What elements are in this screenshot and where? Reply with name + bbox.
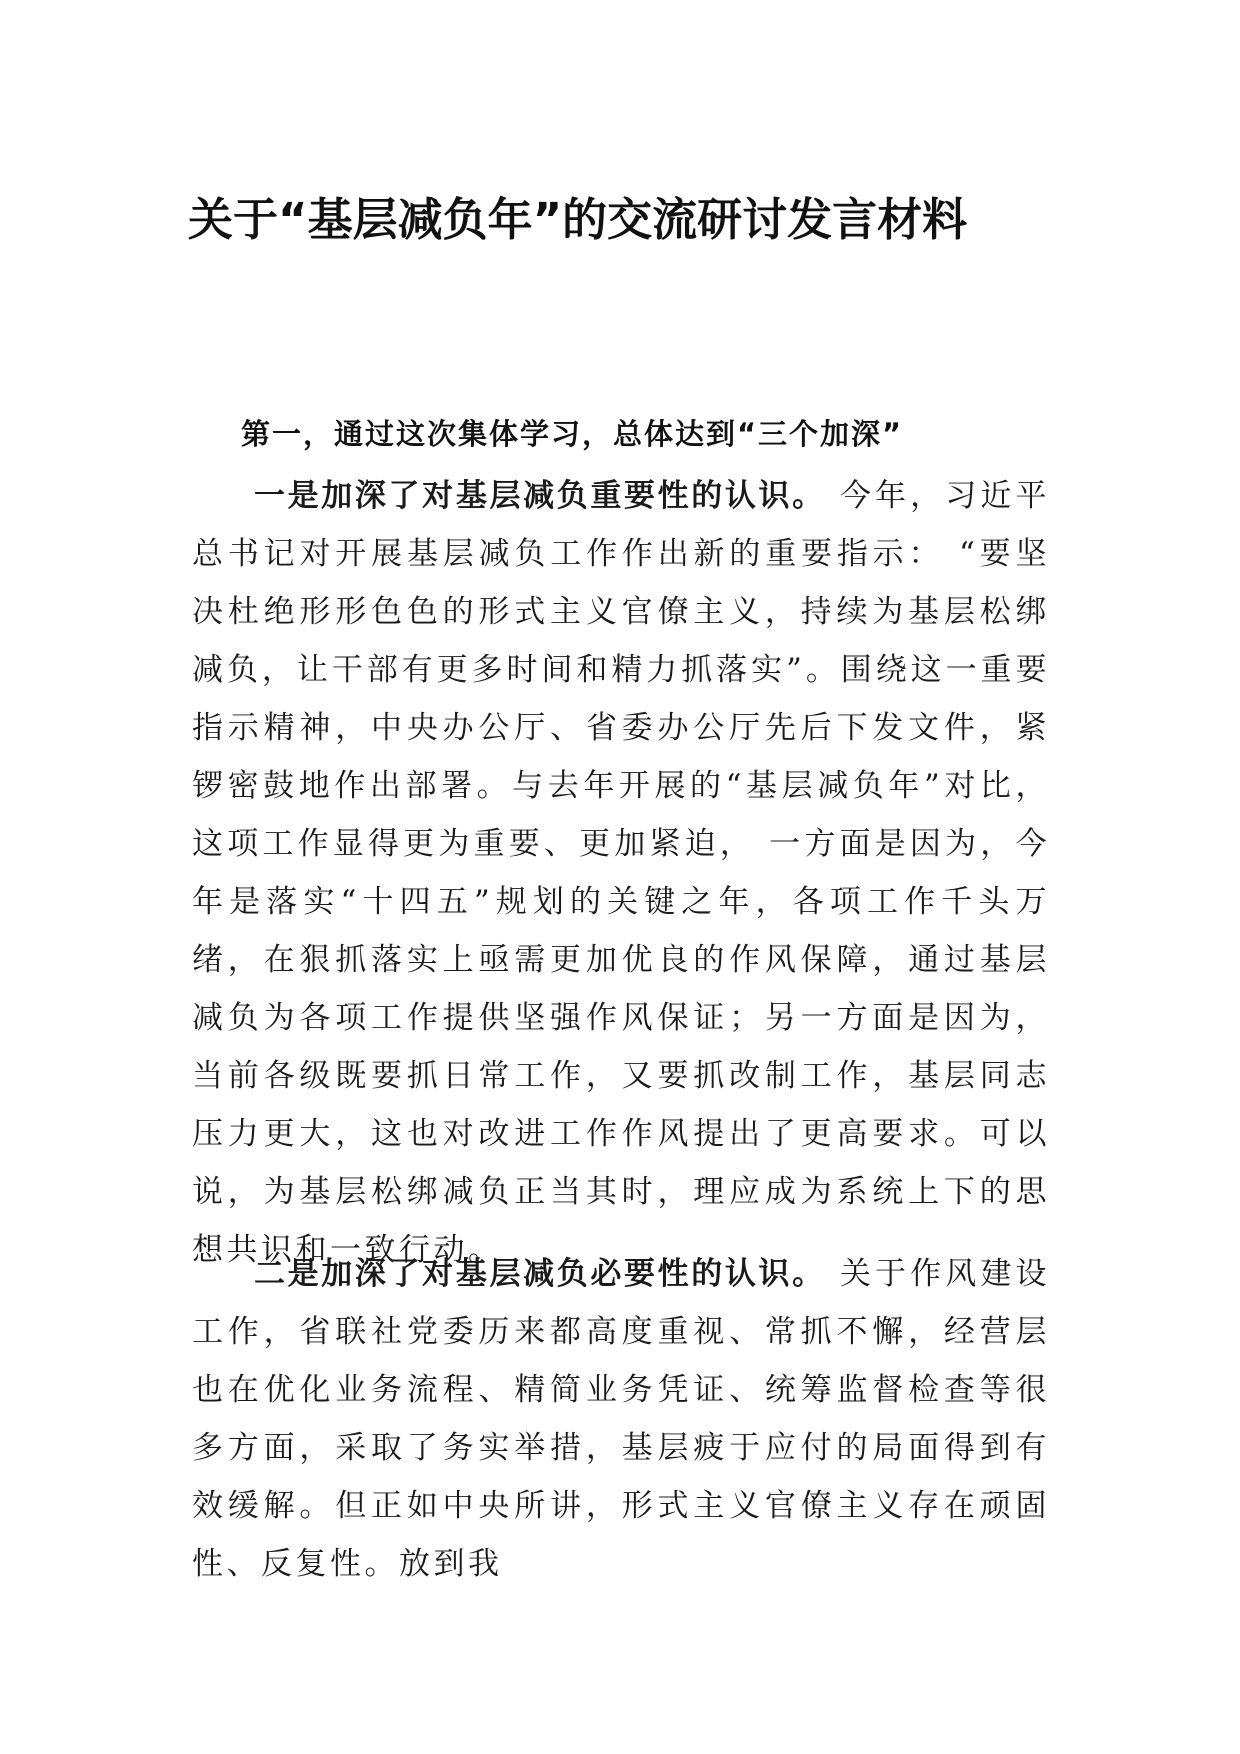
paragraph-importance [192, 467, 1050, 1279]
section-heading: 第一，通过这次集体学习，总体达到“三个加深” [241, 417, 904, 451]
paragraph-body: 今年，习近平总书记对开展基层减负工作作出新的重要指示： “要坚决杜绝形形色色的形式主义官僚主义，持续为基层松绑减负，让干部有更多时间和精力抓落实”。围绕这一重要指示精神，中央办公厅、省委办公厅先后下发文件，紧锣密鼓地作出部署。与去年开展的“基层减负年”对比，这项工作显得更为重要、更加紧迫， 一方面是因为，今年是落实“十四五”规划的关键之年，各项工作千头万绪，在狠抓落实上亟需更加优良的作风保障，通过基层减负为各项工作提供坚强作风保证；另一方面是因为，当前各级既要抓日常工作，又要抓改制工作，基层同志压力更大，这也对改进工作作风提出了更高要求。可以说，为基层松绑减负正当其时，理应成为系统上下的思想共识和一致行动。 [192, 478, 1051, 1268]
paragraph-lead: 一是加深了对基层减负重要性的认识。 [254, 478, 826, 514]
paragraph-body: 关于作风建设工作，省联社党委历来都高度重视、常抓不懈，经营层也在优化业务流程、精简业务凭证、统筹监督检查等很多方面，采取了务实举措，基层疲于应付的局面得到有效缓解。但正如中央所讲，形式主义官僚主义存在顽固性、反复性。放到我 [192, 1256, 1051, 1582]
paragraph-lead: 二是加深了对基层减负必要性的认识。 [254, 1256, 826, 1292]
document-title: 关于“基层减负年”的交流研讨发言材料 [188, 193, 968, 246]
paragraph-necessity [192, 1245, 1050, 1593]
